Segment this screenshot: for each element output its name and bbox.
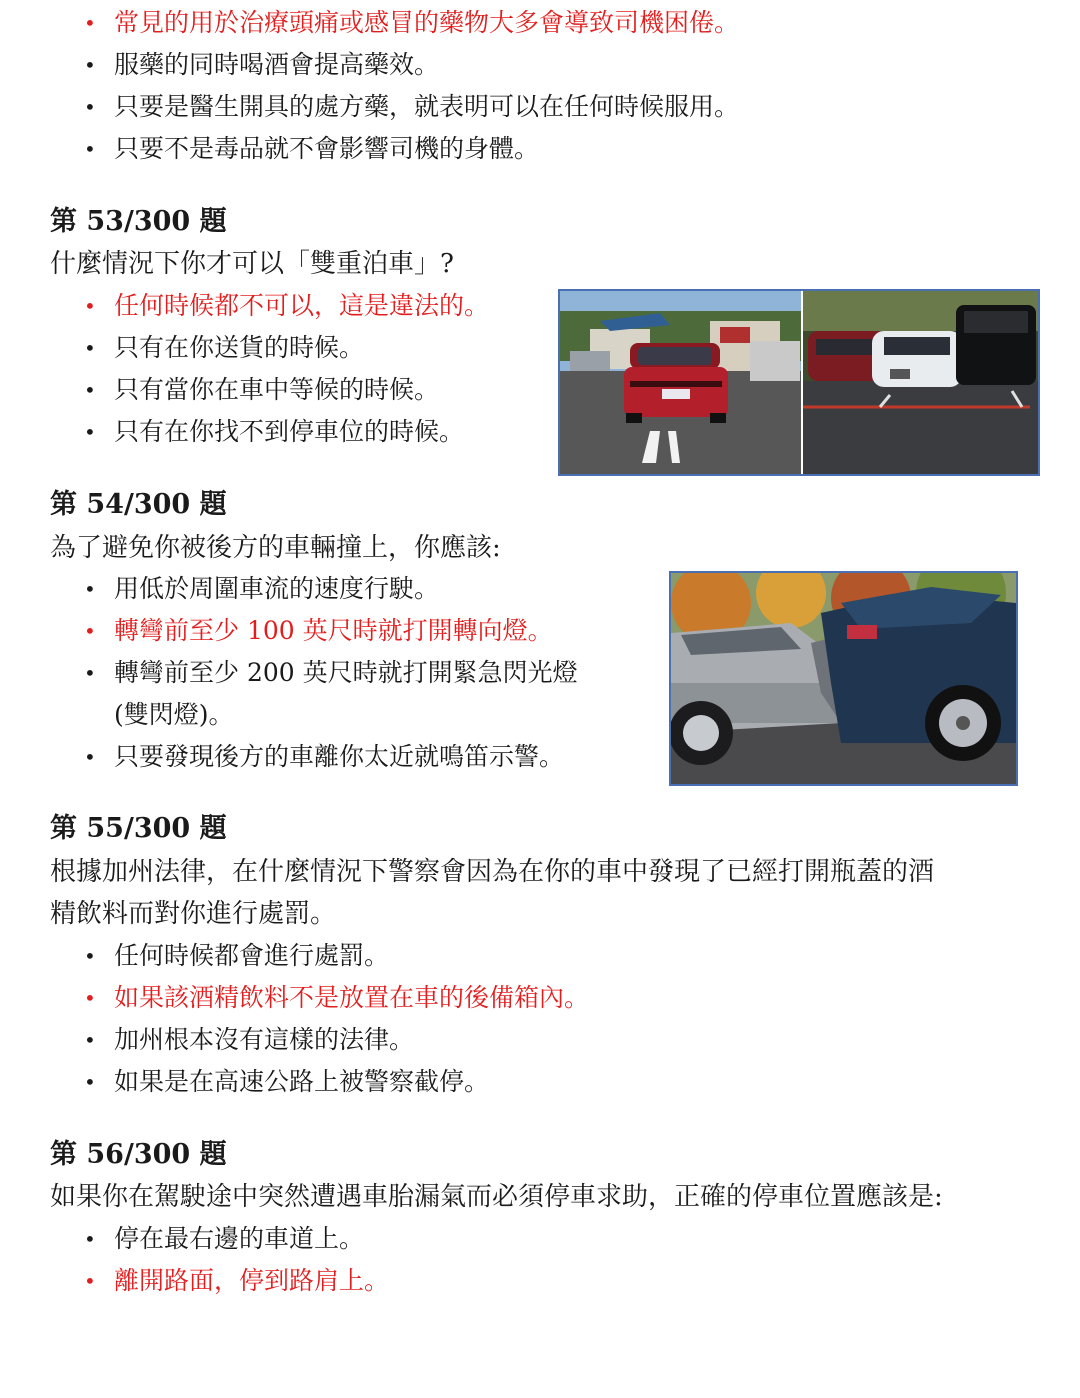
bullet: • [84, 661, 96, 685]
bullet: • [84, 986, 96, 1010]
q55-option-1: • 任何時候都會進行處罰。 [84, 935, 389, 977]
q54-heading: 第 54/300 題 [50, 489, 227, 520]
q52-option-1: • 常見的用於治療頭痛或感冒的藥物大多會導致司機困倦。 [84, 2, 739, 44]
bullet: • [84, 1070, 96, 1094]
bullet: • [84, 336, 96, 360]
q52-option-4: • 只要不是毒品就不會影響司機的身體。 [84, 128, 539, 170]
rear-end-collision-photo [669, 571, 1018, 786]
q56-option-1: • 停在最右邊的車道上。 [84, 1218, 364, 1260]
bullet: • [84, 378, 96, 402]
q53-option-3: • 只有當你在車中等候的時候。 [84, 369, 439, 411]
q53-option-2: • 只有在你送貨的時候。 [84, 327, 364, 369]
q54-option-2: • 轉彎前至少 100 英尺時就打開轉向燈。 [84, 610, 553, 652]
q53-option-4: • 只有在你找不到停車位的時候。 [84, 411, 464, 453]
rear-end-collision-illustration [671, 573, 1016, 784]
q54-option-1: • 用低於周圍車流的速度行駛。 [84, 568, 439, 610]
bullet: • [84, 944, 96, 968]
q55-heading: 第 55/300 題 [50, 813, 227, 844]
q53-option-1: • 任何時候都不可以，這是違法的。 [84, 285, 489, 327]
bullet: • [84, 294, 96, 318]
q53-heading: 第 53/300 題 [50, 206, 227, 237]
q54-option-3: • 轉彎前至少 200 英尺時就打開緊急閃光燈 (雙閃燈)。 [84, 652, 578, 736]
q56-option-2: • 離開路面，停到路肩上。 [84, 1260, 389, 1302]
q52-option-2: • 服藥的同時喝酒會提高藥效。 [84, 44, 439, 86]
bullet: • [84, 1227, 96, 1251]
bullet: • [84, 420, 96, 444]
bullet: • [84, 95, 96, 119]
bullet: • [84, 745, 96, 769]
q55-option-2: • 如果該酒精飲料不是放置在車的後備箱內。 [84, 977, 589, 1019]
q54-option-4: • 只要發現後方的車離你太近就鳴笛示警。 [84, 736, 564, 778]
q53-prompt: 什麼情況下你才可以「雙重泊車」? [50, 249, 454, 279]
q55-option-3: • 加州根本沒有這樣的法律。 [84, 1019, 414, 1061]
q52-option-3: • 只要是醫生開具的處方藥，就表明可以在任何時候服用。 [84, 86, 739, 128]
q55-prompt-line-1: 根據加州法律，在什麼情況下警察會因為在你的車中發現了已經打開瓶蓋的酒 [50, 857, 935, 887]
double-parking-illustration [560, 291, 1038, 474]
q55-prompt-line-2: 精飲料而對你進行處罰。 [50, 899, 337, 929]
bullet: • [84, 53, 96, 77]
double-parking-photo [558, 289, 1040, 476]
bullet: • [84, 137, 96, 161]
q56-prompt: 如果你在駕駛途中突然遭遇車胎漏氣而必須停車求助，正確的停車位置應該是: [50, 1182, 943, 1212]
q56-heading: 第 56/300 題 [50, 1139, 227, 1170]
bullet: • [84, 1269, 96, 1293]
q54-prompt: 為了避免你被後方的車輛撞上，你應該: [50, 533, 501, 563]
bullet: • [84, 577, 96, 601]
bullet: • [84, 1028, 96, 1052]
bullet: • [84, 11, 96, 35]
q55-option-4: • 如果是在高速公路上被警察截停。 [84, 1061, 489, 1103]
bullet: • [84, 619, 96, 643]
